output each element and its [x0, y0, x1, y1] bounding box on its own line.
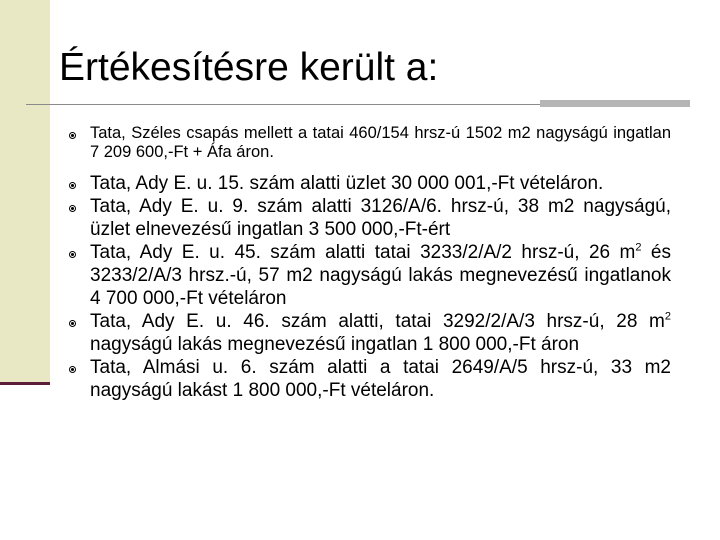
bullet-icon — [69, 132, 76, 139]
slide-title: Értékesítésre került a: — [59, 46, 439, 89]
side-band-lower — [0, 385, 50, 540]
list-item — [90, 124, 671, 162]
list-item — [90, 356, 671, 402]
list-item — [90, 310, 671, 356]
superscript: 2 — [664, 310, 671, 323]
bullet-icon — [69, 251, 76, 258]
bullet-icon — [69, 366, 76, 373]
list-item — [90, 195, 671, 241]
list-item-text: Tata, Ady E. u. 46. szám alatti, tatai 3292/2/A/3 hrsz-ú, 28 $m^2$ nagyságú lakás megnevezésű ingatlan 1 800 000,-Ft áron — [90, 310, 671, 355]
list-item-text: Tata, Ady E. u. 15. szám alatti üzlet 30 000 001,-Ft vételáron. — [90, 173, 604, 194]
list-item — [90, 172, 671, 195]
superscript: 2 — [635, 241, 642, 254]
list-item-text: Tata, Széles csapás mellett a tatai 460/154 hrsz-ú 1502 m2 nagyságú ingatlan 7 209 600,-Ft + Áfa áron. — [90, 124, 671, 161]
bullet-list — [90, 124, 671, 402]
bullet-icon — [69, 205, 76, 212]
side-band — [0, 0, 50, 540]
list-item-text: Tata, Almási u. 6. szám alatti a tatai 2649/A/5 hrsz-ú, 33 m2 nagyságú lakást 1 800 000,-Ft vételáron. — [90, 357, 671, 401]
side-band-upper — [0, 0, 50, 382]
bullet-icon — [69, 320, 76, 327]
bullet-icon — [69, 182, 76, 189]
title-divider-accent — [540, 100, 690, 107]
list-item-text: Tata, Ady E. u. 45. szám alatti tatai 3233/2/A/2 hrsz-ú, 26 $m^2$ és 3233/2/A/3 hrsz.-ú, 57 m2 nagyságú lakás megnevezésű ingatlanok 4 700 000,-Ft vételáron — [90, 241, 671, 309]
list-item — [90, 241, 671, 310]
list-item-text: Tata, Ady E. u. 9. szám alatti 3126/A/6. hrsz-ú, 38 m2 nagyságú, üzlet elnevezésű ingatlan 3 500 000,-Ft-ért — [90, 196, 671, 240]
